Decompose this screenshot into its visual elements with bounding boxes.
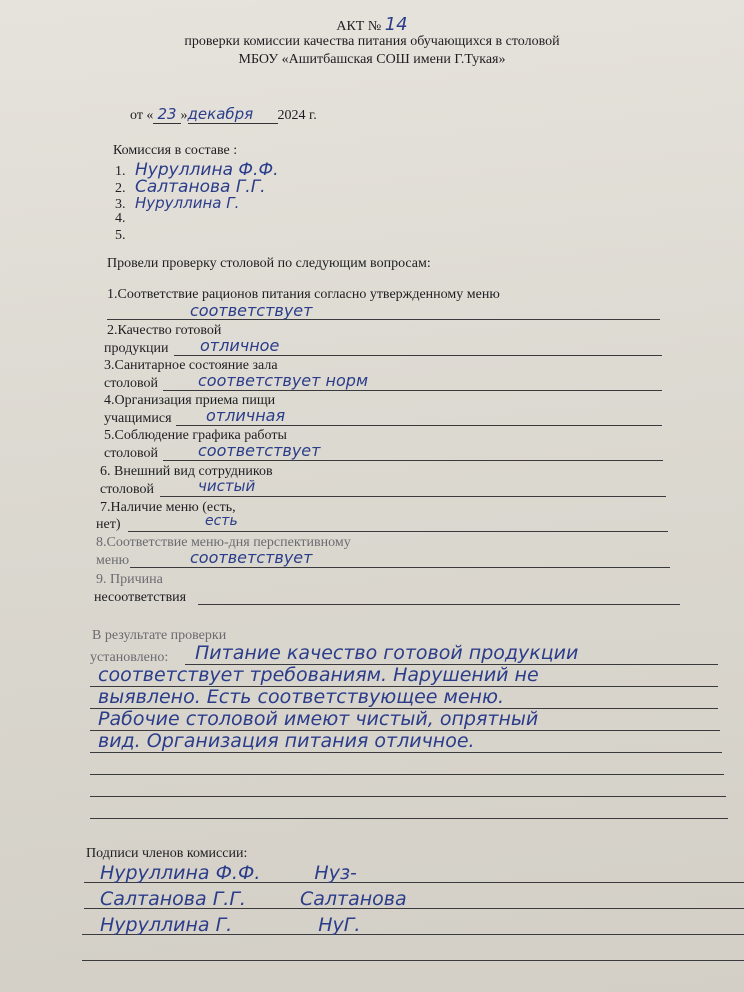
question-8-label-2: меню <box>96 553 130 568</box>
question-3-label-2: столовой <box>104 376 158 391</box>
act-title <box>0 14 744 35</box>
act-label: АКТ № <box>336 19 382 34</box>
question-1-label: 1.Соответствие рационов питания согласно утвержденному меню <box>107 287 500 302</box>
signatures-title: Подписи членов комиссии: <box>86 846 248 861</box>
member-name: Нуруллина Ф.Ф. <box>135 160 279 180</box>
signature-row-1 <box>100 862 357 884</box>
signature: НуГ. <box>318 914 361 936</box>
question-7-label: 7.Наличие меню (есть, <box>100 500 236 515</box>
question-9-label: 9. Причина <box>96 572 163 587</box>
question-3-label: 3.Санитарное состояние зала <box>104 358 278 373</box>
answer-line <box>198 604 680 605</box>
member-number: 2. <box>115 181 126 196</box>
result-line <box>90 774 724 775</box>
signer-name: Нуруллина Ф.Ф. <box>100 862 261 884</box>
signature-line <box>82 960 744 961</box>
question-2-answer: отличное <box>200 336 280 355</box>
answer-line <box>163 390 662 391</box>
question-5-answer: соответствует <box>198 441 321 460</box>
date-month: декабря <box>188 105 278 124</box>
answer-line <box>176 425 662 426</box>
commission-member-3 <box>115 194 239 213</box>
result-text-line-1: Питание качество готовой продукции <box>195 642 579 664</box>
act-number: 14 <box>384 14 408 35</box>
member-number: 4. <box>115 211 126 226</box>
member-number: 1. <box>115 164 126 179</box>
result-text-line-2: соответствует требованиям. Нарушений не <box>98 664 539 686</box>
question-4-label: 4.Организация приема пищи <box>104 393 276 408</box>
result-line <box>90 752 722 753</box>
school-name: МБОУ «Ашитбашская СОШ имени Г.Тукая» <box>238 52 506 67</box>
answer-line <box>128 531 668 532</box>
answer-line <box>130 567 670 568</box>
member-number: 3. <box>115 197 126 212</box>
signature: Салтанова <box>300 888 407 910</box>
signature: Нуз- <box>314 862 357 884</box>
signature-row-3 <box>100 914 360 936</box>
commission-member-4 <box>115 211 126 227</box>
answer-line <box>160 496 666 497</box>
result-text-line-5: вид. Организация питания отличное. <box>98 730 475 752</box>
question-9-label-2: несоответствия <box>94 590 187 605</box>
question-6-label: 6. Внешний вид сотрудников <box>100 464 273 479</box>
result-text-line-4: Рабочие столовой имеют чистый, опрятный <box>98 708 539 730</box>
question-5-label-2: столовой <box>104 446 158 461</box>
answer-line <box>163 460 663 461</box>
date-day: 23 <box>153 105 180 124</box>
result-label-2: установлено: <box>90 650 169 665</box>
result-text-line-3: выявлено. Есть соответствующее меню. <box>98 686 505 708</box>
question-3-answer: соответствует норм <box>198 371 369 390</box>
result-line <box>90 818 728 819</box>
commission-title: Комиссия в составе : <box>113 143 238 158</box>
result-label: В результате проверки <box>92 628 227 643</box>
date-prefix: от « <box>130 108 154 123</box>
commission-member-5 <box>115 228 126 244</box>
act-subtitle-1: проверки комиссии качества питания обучающихся в столовой <box>184 34 560 49</box>
question-4-label-2: учащимися <box>104 411 172 426</box>
member-name: Нуруллина Г. <box>135 194 240 212</box>
question-1-answer: соответствует <box>190 301 313 320</box>
date-line <box>130 105 317 124</box>
question-8-label: 8.Соответствие меню-дня перспективному <box>96 535 351 550</box>
answer-line <box>174 355 662 356</box>
date-mid: » <box>180 108 188 123</box>
question-6-label-2: столовой <box>100 482 154 497</box>
member-name: Салтанова Г.Г. <box>135 177 266 197</box>
signature-row-2 <box>100 888 407 910</box>
signer-name: Салтанова Г.Г. <box>100 888 246 910</box>
question-7-label-2: нет) <box>96 517 121 532</box>
question-4-answer: отличная <box>206 406 286 425</box>
question-2-label-2: продукции <box>104 341 169 356</box>
result-line <box>90 796 726 797</box>
question-6-answer: чистый <box>198 477 256 495</box>
inspection-intro: Провели проверку столовой по следующим вопросам: <box>107 256 431 271</box>
date-suffix: 2024 г. <box>277 108 317 123</box>
signer-name: Нуруллина Г. <box>100 914 233 936</box>
question-8-answer: соответствует <box>190 548 313 567</box>
question-2-label: 2.Качество готовой <box>107 323 222 338</box>
question-5-label: 5.Соблюдение графика работы <box>104 428 287 443</box>
question-7-answer: есть <box>205 513 238 529</box>
member-number: 5. <box>115 228 126 243</box>
